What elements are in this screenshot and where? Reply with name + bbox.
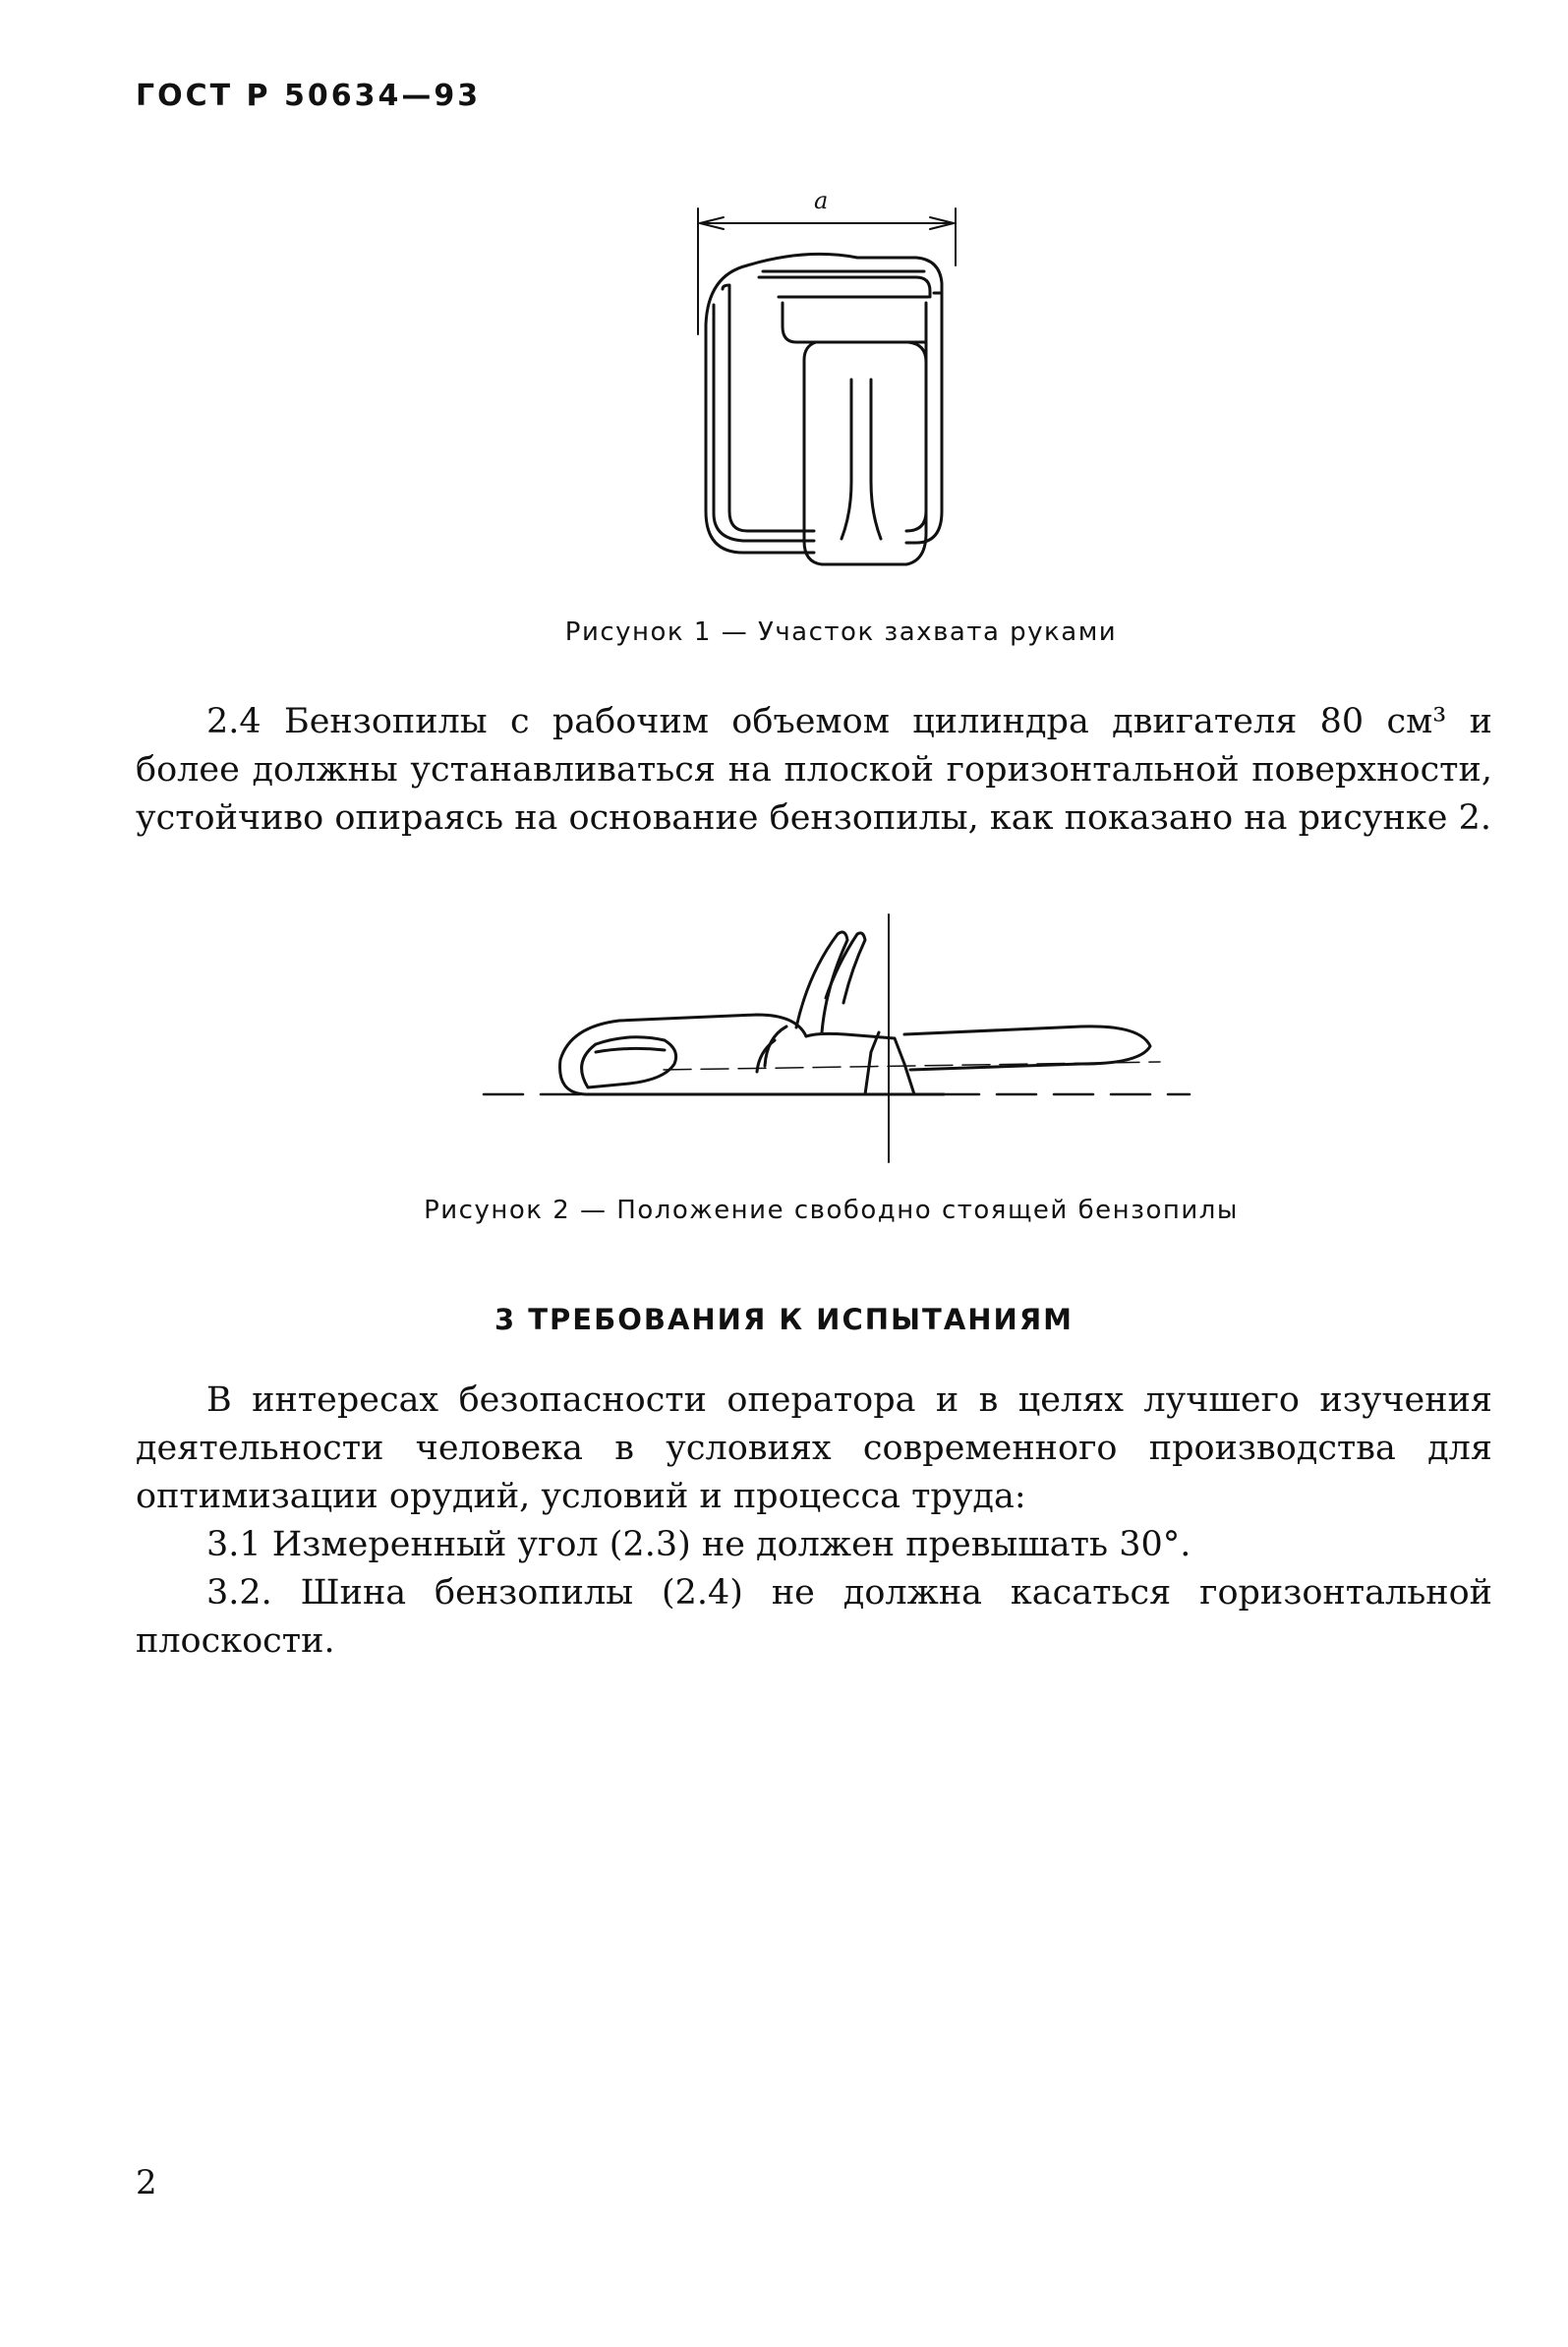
guide-bar: [904, 1027, 1150, 1070]
document-code-header: ГОСТ Р 50634—93: [136, 79, 482, 113]
rear-handle: [582, 1037, 676, 1087]
figure-2-chainsaw-drawing: [472, 905, 1199, 1170]
figure-1-caption: Рисунок 1 — Участок захвата руками: [564, 617, 1118, 647]
figure-2-caption: Рисунок 2 — Положение свободно стоящей бензопилы: [424, 1196, 1239, 1225]
section-3-body: [136, 1377, 1492, 1666]
dimension-label-a: a: [814, 187, 829, 214]
figure-1-hand-grip-drawing: [649, 187, 963, 619]
page-number: 2: [136, 2163, 157, 2202]
front-handle-outer: [796, 932, 847, 1032]
paragraph-2-4-text: 2.4 Бензопилы с рабочим объемом цилиндра двигателя 80 см³ и более должны устанавливаться на плоской горизонтальной поверхности, устойчиво опираясь на основание бензопилы, как показано на рисунке 2.: [136, 702, 1492, 838]
handle-top: [747, 254, 942, 293]
item-3-1: 3.1 Измеренный угол (2.3) не должен превышать 30°.: [206, 1525, 1191, 1564]
section-3-title: 3 ТРЕБОВАНИЯ К ИСПЫТАНИЯМ: [494, 1303, 1074, 1336]
section-3-intro: В интересах безопасности оператора и в целях лучшего изучения деятельности человека в условиях современного производства для оптимизации орудий, условий и процесса труда:: [136, 1380, 1492, 1516]
paragraph-2-4: [136, 698, 1492, 843]
item-3-2: 3.2. Шина бензопилы (2.4) не должна касаться горизонтальной плоскости.: [136, 1573, 1492, 1661]
